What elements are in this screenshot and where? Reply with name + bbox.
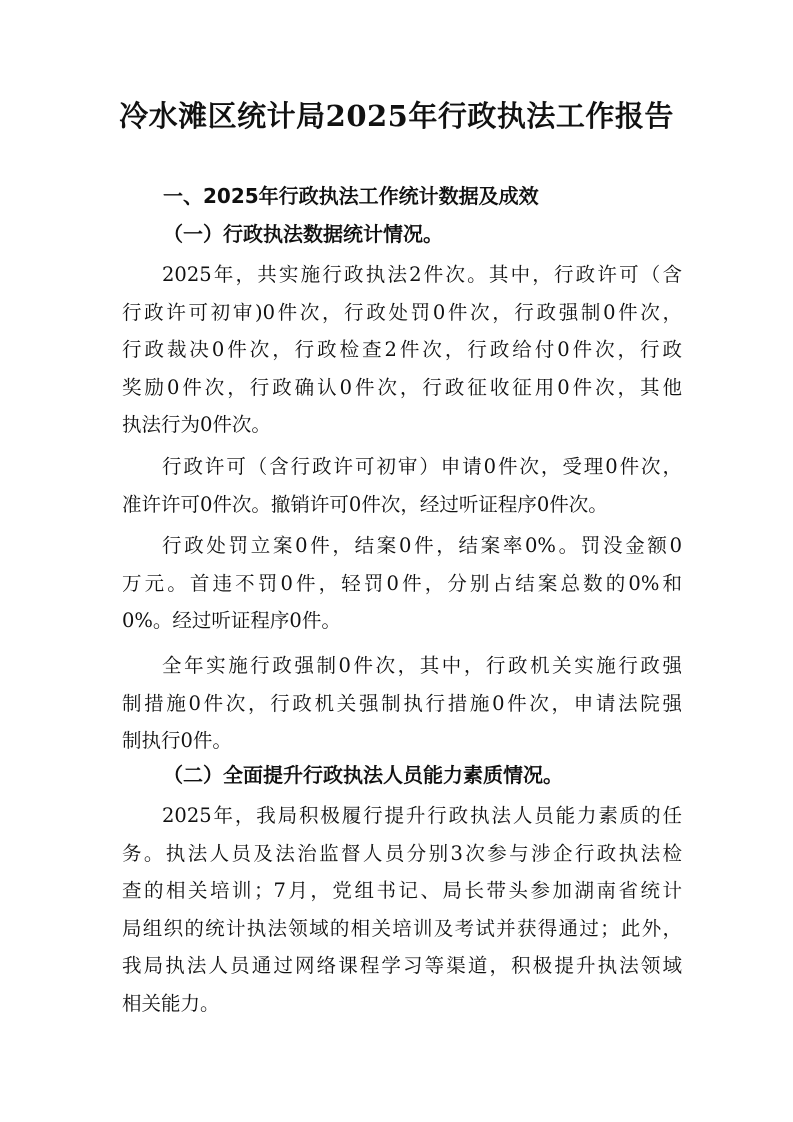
paragraph-line: 行政许可（含行政许可初审）申请0件次，受理0件次， [162, 455, 682, 478]
paragraph-line: 制执行0件。 [122, 729, 232, 752]
paragraph-coercive-measures [122, 647, 682, 760]
paragraph-line: 行政裁决0件次，行政检查2件次，行政给付0件次，行政 [122, 338, 682, 361]
paragraph-penalties [122, 527, 682, 640]
paragraph-line: 我局执法人员通过网络课程学习等渠道，积极提升执法领域 [122, 954, 682, 977]
paragraph-line: 2025年，我局积极履行提升行政执法人员能力素质的任 [162, 804, 682, 827]
paragraph-training [122, 797, 682, 1022]
subsection-heading-training: （二）全面提升行政执法人员能力素质情况。 [163, 763, 563, 787]
paragraph-line: 务。执法人员及法治监督人员分别3次参与涉企行政执法检 [122, 841, 682, 865]
paragraph-line: 2025年，共实施行政执法2件次。其中，行政许可（含 [162, 263, 682, 286]
paragraph-line: 奖励0件次，行政确认0件次，行政征收征用0件次，其他 [122, 375, 682, 399]
paragraph-line: 执法行为0件次。 [122, 413, 271, 436]
paragraph-line: 万元。首违不罚0件，轻罚0件，分别占结案总数的0%和 [122, 571, 682, 595]
paragraph-line: 行政许可初审)0件次，行政处罚0件次，行政强制0件次， [122, 300, 682, 324]
paragraph-line: 准许许可0件次。撤销许可0件次，经过听证程序0件次。 [122, 492, 608, 516]
paragraph-line: 查的相关培训；7月，党组书记、局长带头参加湖南省统计 [122, 879, 682, 902]
paragraph-line: 全年实施行政强制0件次，其中，行政机关实施行政强 [162, 654, 682, 677]
paragraph-enforcement-totals [122, 256, 682, 444]
paragraph-licensing [122, 448, 682, 523]
paragraph-line: 行政处罚立案0件，结案0件，结案率0%。罚没金额0 [162, 534, 682, 557]
subsection-heading-statistics: （一）行政执法数据统计情况。 [163, 222, 443, 246]
paragraph-line: 局组织的统计执法领域的相关培训及考试并获得通过；此外， [122, 916, 682, 940]
document-title: 冷水滩区统计局2025年行政执法工作报告 [119, 99, 674, 133]
paragraph-line: 0%。经过听证程序0件。 [122, 609, 341, 632]
paragraph-line: 相关能力。 [122, 991, 220, 1015]
section-heading: 一、2025年行政执法工作统计数据及成效 [163, 184, 539, 208]
paragraph-line: 制措施0件次，行政机关强制执行措施0件次，申请法院强 [122, 691, 682, 715]
